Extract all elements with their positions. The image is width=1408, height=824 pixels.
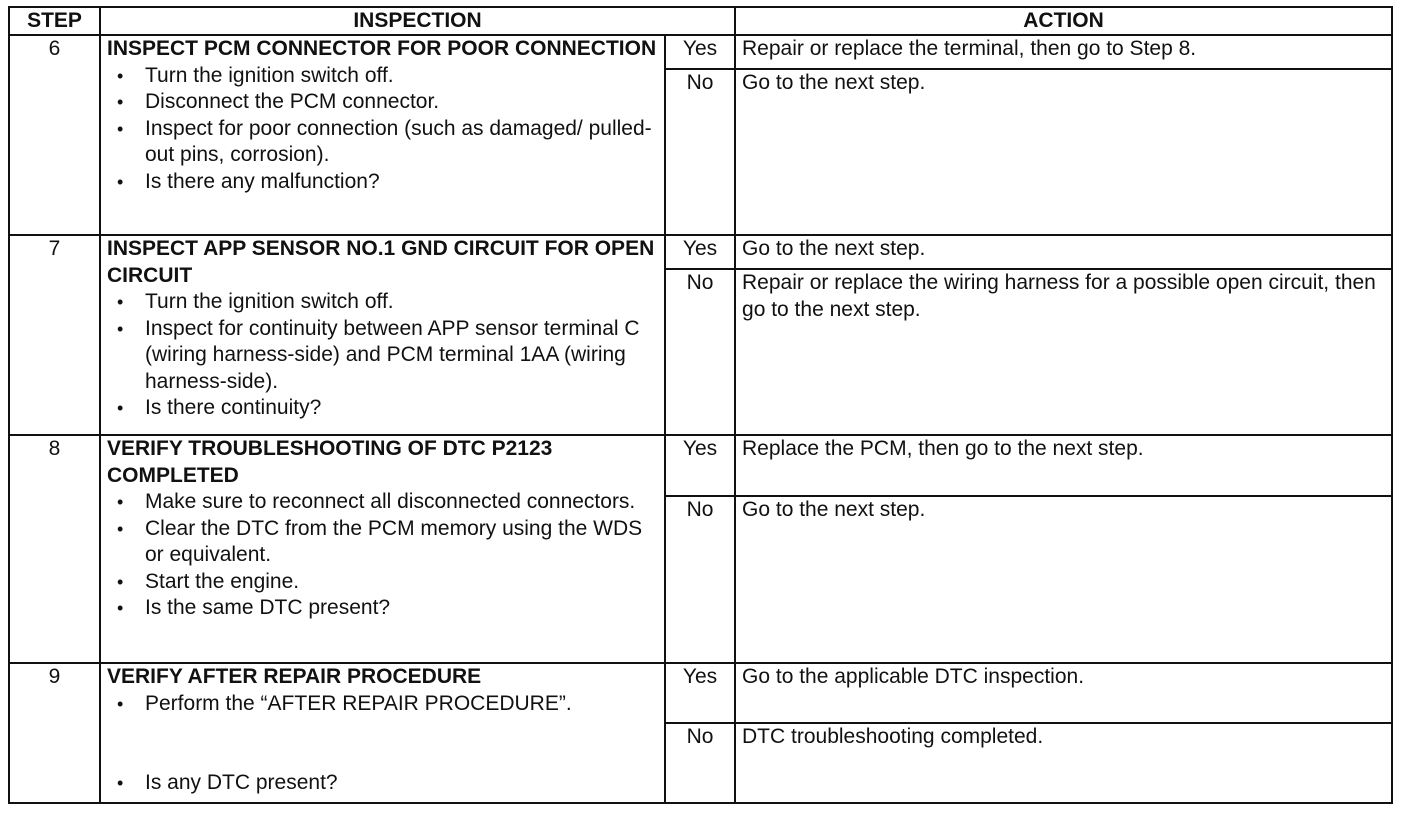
inspection-bullets xyxy=(107,489,658,622)
no-label: No xyxy=(665,496,735,663)
inspection-cell xyxy=(100,663,665,803)
no-action: Repair or replace the wiring harness for a possible open circuit, then go to the next step. xyxy=(735,269,1392,435)
no-label: No xyxy=(665,723,735,803)
table-header-row xyxy=(9,7,1392,35)
list-item: • Start the engine. xyxy=(107,569,658,596)
inspection-title: INSPECT PCM CONNECTOR FOR POOR CONNECTION xyxy=(107,37,657,60)
table-row xyxy=(9,435,1392,496)
inspection-cell xyxy=(100,435,665,663)
header-step: STEP xyxy=(9,7,100,35)
no-action: DTC troubleshooting completed. xyxy=(735,723,1392,803)
spacer xyxy=(107,717,658,770)
inspection-cell xyxy=(100,235,665,435)
table-row xyxy=(9,663,1392,723)
inspection-cell xyxy=(100,35,665,235)
yes-action: Replace the PCM, then go to the next step. xyxy=(735,435,1392,496)
header-action: ACTION xyxy=(735,7,1392,35)
list-item: • Is any DTC present? xyxy=(107,770,658,797)
inspection-title: VERIFY TROUBLESHOOTING OF DTC P2123 COMPLETED xyxy=(107,437,553,487)
inspection-bullets xyxy=(107,691,658,718)
yes-action: Go to the applicable DTC inspection. xyxy=(735,663,1392,723)
dtc-troubleshooting-table xyxy=(8,6,1393,804)
list-item: • Perform the “AFTER REPAIR PROCEDURE”. xyxy=(107,691,658,718)
no-action: Go to the next step. xyxy=(735,69,1392,235)
list-item: • Inspect for poor connection (such as damaged/ pulled-out pins, corrosion). xyxy=(107,116,658,169)
list-item: • Turn the ignition switch off. xyxy=(107,289,658,316)
table-row xyxy=(9,35,1392,69)
list-item: • Clear the DTC from the PCM memory using the WDS or equivalent. xyxy=(107,516,658,569)
no-label: No xyxy=(665,269,735,435)
inspection-bullets xyxy=(107,289,658,422)
yes-label: Yes xyxy=(665,435,735,496)
step-number: 7 xyxy=(9,235,100,435)
list-item: • Turn the ignition switch off. xyxy=(107,63,658,90)
inspection-bullets xyxy=(107,63,658,196)
list-item: • Make sure to reconnect all disconnected connectors. xyxy=(107,489,658,516)
yes-action: Go to the next step. xyxy=(735,235,1392,269)
table-row xyxy=(9,235,1392,269)
list-item: • Disconnect the PCM connector. xyxy=(107,89,658,116)
yes-label: Yes xyxy=(665,35,735,69)
header-inspection: INSPECTION xyxy=(100,7,735,35)
no-label: No xyxy=(665,69,735,235)
no-action: Go to the next step. xyxy=(735,496,1392,663)
inspection-title: VERIFY AFTER REPAIR PROCEDURE xyxy=(107,665,482,688)
yes-label: Yes xyxy=(665,235,735,269)
list-item: • Is there continuity? xyxy=(107,395,658,422)
step-number: 6 xyxy=(9,35,100,235)
list-item: • Is the same DTC present? xyxy=(107,595,658,622)
inspection-bullets xyxy=(107,770,658,797)
list-item: • Inspect for continuity between APP sensor terminal C (wiring harness-side) and PCM terminal 1AA (wiring harness-side). xyxy=(107,316,658,396)
inspection-title: INSPECT APP SENSOR NO.1 GND CIRCUIT FOR OPEN CIRCUIT xyxy=(107,237,655,287)
step-number: 8 xyxy=(9,435,100,663)
yes-label: Yes xyxy=(665,663,735,723)
step-number: 9 xyxy=(9,663,100,803)
yes-action: Repair or replace the terminal, then go to Step 8. xyxy=(735,35,1392,69)
list-item: • Is there any malfunction? xyxy=(107,169,658,196)
